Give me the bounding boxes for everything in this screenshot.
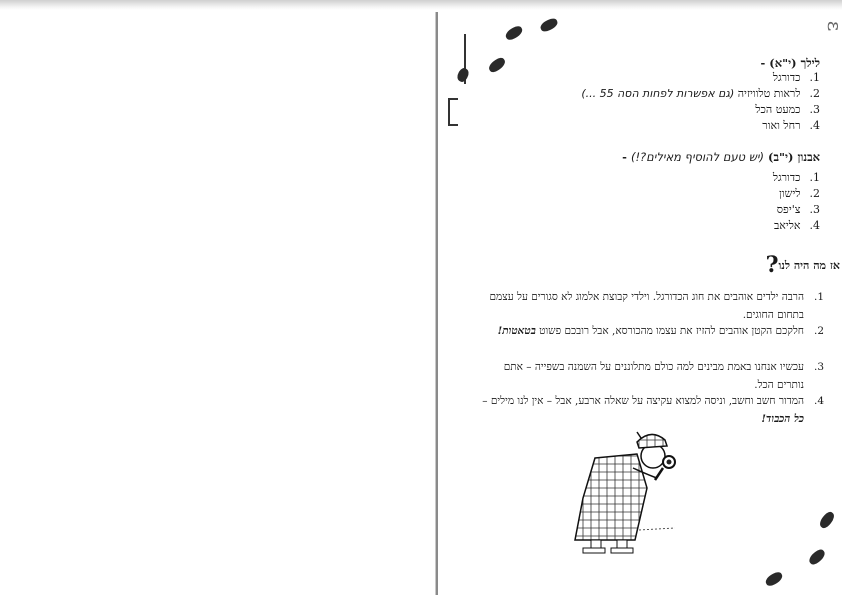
item-number: 3. bbox=[809, 103, 820, 116]
question-mark-icon: ? bbox=[765, 252, 779, 278]
scan-top-edge bbox=[0, 0, 842, 10]
list-item bbox=[773, 170, 820, 186]
item-number: 4. bbox=[809, 119, 820, 132]
item-number: 1. bbox=[809, 171, 820, 184]
item-number: 3. bbox=[813, 361, 824, 373]
item-text: צ'יפס bbox=[776, 203, 801, 216]
item-number: 4. bbox=[809, 219, 820, 232]
list-item bbox=[773, 202, 820, 218]
list2-title: אבנון (י"ב) (יש טעם להוסיף מאילים?!) - bbox=[622, 150, 820, 164]
handwritten-note: (יש טעם להוסיף מאילים?!) bbox=[630, 150, 764, 164]
item-text: כדורגל bbox=[772, 171, 801, 184]
answer-paragraph bbox=[474, 322, 824, 340]
item-number: 1. bbox=[809, 71, 820, 84]
list-item bbox=[581, 118, 820, 134]
item-text: לראות טלוויזיה bbox=[737, 87, 801, 100]
item-text: לישון bbox=[779, 187, 801, 200]
summary-heading-text: אז מה היה לנו bbox=[778, 259, 840, 272]
answer-punchline: כל הכבוד! bbox=[761, 413, 804, 425]
answer-text-body: המדור חשב וחשב, וניסה למצוא עקיצה על שאלה ארבע, אבל – אין לנו מילים – bbox=[482, 395, 804, 407]
list-item bbox=[581, 102, 820, 118]
item-text: כדורגל bbox=[772, 71, 801, 84]
answer-punchline: בטאטות! bbox=[497, 325, 536, 337]
list-item bbox=[773, 186, 820, 202]
answer-text-body: חלקכם הקטן אוהבים להזיז את עצמו מהכורסא, אבל רובכם פשוט bbox=[539, 325, 804, 337]
list1-title-text: לילך (י"א) bbox=[769, 56, 820, 70]
item-number: 4. bbox=[813, 395, 824, 407]
corner-scribble: ɛ bbox=[822, 20, 847, 32]
item-number: 3. bbox=[809, 203, 820, 216]
answer-text: הרבה ילדים אוהבים את חוג הכדורגל. וילדי קבוצת אלמוג לא סגורים על עצמם בתחום החוגים. bbox=[489, 291, 804, 321]
list1-title: לילך (י"א) - bbox=[760, 56, 820, 70]
blank-left-page bbox=[0, 10, 432, 595]
list2 bbox=[773, 170, 820, 234]
detective-illustration bbox=[555, 428, 695, 558]
item-number: 2. bbox=[809, 187, 820, 200]
item-text: אליאב bbox=[773, 219, 801, 232]
list-item bbox=[581, 86, 820, 102]
list-item bbox=[581, 70, 820, 86]
item-number: 2. bbox=[813, 325, 824, 337]
list1 bbox=[581, 70, 820, 134]
answer-paragraph bbox=[474, 392, 824, 428]
answer-text bbox=[474, 322, 804, 340]
answer-text bbox=[474, 392, 804, 428]
list-item bbox=[773, 218, 820, 234]
handwritten-note: (גם אפשרות לפחות הסה 55 ...) bbox=[581, 87, 735, 100]
answer-text: עכשיו אנחנו באמת מבינים למה כולם מתלוננים על השמנה בשפייה – אתם נותרים הכל. bbox=[503, 361, 804, 391]
answer-paragraph bbox=[474, 358, 824, 394]
answer-paragraph bbox=[474, 288, 824, 324]
item-text: רחל ואור bbox=[762, 119, 801, 132]
summary-heading bbox=[764, 252, 840, 278]
margin-bracket bbox=[448, 98, 458, 126]
item-number: 1. bbox=[813, 291, 824, 303]
item-number: 2. bbox=[809, 87, 820, 100]
list2-title-text: אבנון (י"ב) bbox=[768, 150, 820, 164]
item-text: כמעט הכל bbox=[755, 103, 801, 116]
